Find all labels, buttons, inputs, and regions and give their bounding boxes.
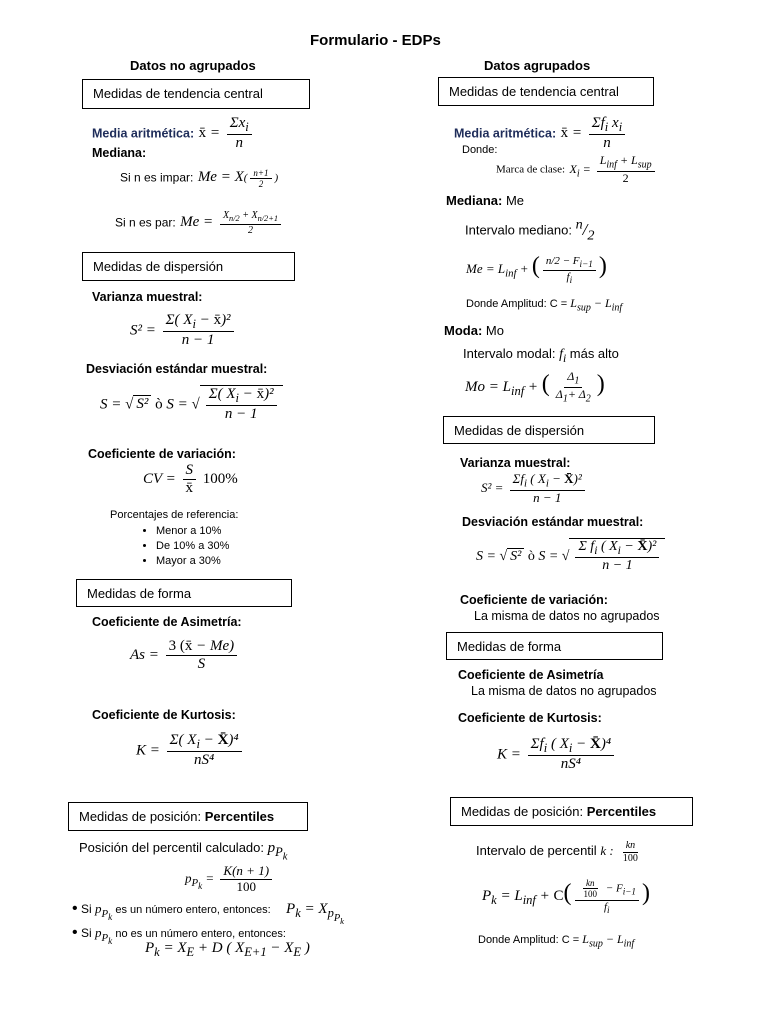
par-text: Si n es par: [115, 215, 176, 230]
left-box-tendencia: Medidas de tendencia central [82, 79, 310, 109]
right-box-tendencia: Medidas de tendencia central [438, 77, 654, 106]
right-mediana-value: Me [505, 193, 525, 208]
left-si2-rest: no es un número entero, entonces: [115, 928, 286, 940]
left-percentil-formula: $P_k = X_E + D$ ( $X_{E+1} - X_E$ ) [145, 940, 310, 959]
left-refs-list [138, 524, 229, 569]
left-porcentajes-label: Porcentajes de referencia: [110, 509, 239, 521]
right-intervalo-mediano: Intervalo mediano: [465, 222, 572, 238]
left-kurtosis-label: Coeficiente de Kurtosis: [92, 708, 236, 722]
right-mas-alto: más alto [569, 346, 619, 361]
right-kurtosis-formula: K = $\frac{\Sigma f_i ( X_i - X̄)^4}{\text{nS⁴}}$ [497, 736, 617, 774]
left-kurtosis-formula: K = $\frac{\Sigma( X_i - X̄)^4}{\text{nS⁴}}$ [136, 732, 245, 770]
right-moda-value: Mo [485, 323, 504, 338]
page-title: Formulario - EDPs [310, 32, 441, 49]
ref-item: • Mayor a 30% [156, 554, 229, 569]
right-posicion-bold: Percentiles [586, 804, 657, 819]
right-marca-text: Marca de clase: [496, 163, 566, 176]
left-media-label: Media aritmética: [92, 126, 195, 141]
left-posicion-bold: Percentiles [204, 809, 275, 824]
right-varianza-formula: S² = $\frac{\Sigma f_i ( X_i - X̄)^2}{n - 1}$ [481, 472, 588, 506]
right-box-dispersion: Medidas de dispersión [443, 416, 655, 444]
ref-item: • Menor a 10% [156, 524, 229, 539]
right-mediana-formula: $Me = L_{inf}$ + ( $\frac{n/2 - F_{i-1}}{f_i}$ ) [466, 253, 607, 285]
right-desviacion-formula: S = √ S² ò S = √ $\frac{\Sigma f_i ( X_i - X̄)^2}{n - 1}$ [476, 538, 665, 574]
left-column-heading: Datos no agrupados [130, 58, 256, 73]
left-si1-row: • Si $p_{P_k}$ es un número entero, entonces: $P_k = X_{p_{P_k}}$ [72, 900, 345, 926]
left-cv-label: Coeficiente de variación: [88, 447, 236, 461]
right-kurtosis-label: Coeficiente de Kurtosis: [458, 711, 602, 725]
left-asimetria-label: Coeficiente de Asimetría: [92, 615, 242, 629]
left-varianza-label: Varianza muestral: [92, 290, 203, 304]
right-moda-formula: $Mo = L_{inf}$ + ( $\frac{\Delta_1}{\Delta_1+ \Delta_2}$ ) [465, 369, 605, 405]
right-o-text: ò [527, 548, 535, 564]
left-o-text: ò [155, 396, 163, 413]
left-cv-formula: CV = $\frac{S}{x̄}$ 100% [143, 462, 238, 497]
impar-text: Si n es impar: [120, 170, 194, 185]
right-amplitud-row: Donde Amplitud: $C = L_{sup} - L_{inf}$ [466, 296, 623, 314]
left-mediana-impar: Si n es impar: Me = X( $\frac{n+1}{2}$ ) [120, 168, 279, 190]
right-desviacion-label: Desviación estándar muestral: [462, 515, 644, 529]
right-asimetria-label: Coeficiente de Asimetría [458, 668, 604, 682]
right-column-heading: Datos agrupados [484, 58, 591, 73]
right-cv-text: La misma de datos no agrupados [474, 609, 660, 623]
right-moda-label: Moda: [444, 323, 483, 338]
left-si2-row: • Si $p_{P_k}$ no es un número entero, entonces: [72, 924, 286, 946]
left-box-posicion [68, 802, 308, 831]
right-asimetria-text: La misma de datos no agrupados [471, 684, 657, 698]
left-asimetria-formula: As = $\frac{3 (x̄ - Me)}{S}$ [130, 638, 240, 674]
right-intervalo-mediano-row: Intervalo mediano: $^n/_2$ [465, 216, 595, 244]
right-intervalo-percentil: Intervalo de percentil [476, 842, 597, 858]
right-media-label: Media aritmética: [454, 126, 557, 141]
left-posicion-row: Posición del percentil calculado: $p_{P_k}$ [79, 840, 288, 863]
right-media-formula: x̄ = $\frac{\Sigma f_i x_i}{n}$ [561, 125, 629, 141]
right-mediana-row [446, 193, 524, 208]
right-box-posicion [450, 797, 693, 826]
right-mediana-label: Mediana: [446, 193, 503, 208]
left-mediana-label: Mediana: [92, 146, 147, 160]
left-mediana-par: Si n es par: Me = $\frac{X_{n/2} + X_{n/2+1}}{2}$ [115, 210, 284, 236]
right-varianza-label: Varianza muestral: [460, 456, 571, 470]
left-varianza-formula: S² = $\frac{\Sigma( X_i - x̄)^2}{n - 1}$ [130, 312, 237, 350]
left-si1: Si [80, 902, 92, 916]
left-box-forma: Medidas de forma [76, 579, 292, 607]
right-amplitud2-text: Donde Amplitud: C = [478, 934, 580, 946]
right-intervalo-modal: Intervalo modal: [463, 346, 556, 361]
right-percentil-formula: $P_k = L_{inf} + C$( $\frac{kn}{100}$ − $F_{i-1}$ $f_i$ ) [482, 878, 651, 915]
left-posicion-formula: $p_{P_k}$ = $\frac{K(n + 1)}{100}$ [185, 864, 275, 895]
right-moda-row [444, 323, 504, 338]
right-box-forma: Medidas de forma [446, 632, 663, 660]
right-amplitud-text: Donde Amplitud: C = [466, 298, 568, 310]
left-si1-rest: es un número entero, entonces: [115, 904, 271, 916]
right-donde-text: Donde: [462, 144, 498, 156]
left-posicion-calc: Posición del percentil calculado: [79, 840, 264, 855]
left-media-formula: x̄ = $\frac{\Sigma x_i}{n}$ [199, 125, 255, 141]
right-intervalo-modal-row: Intervalo modal: $f_i$ más alto [463, 346, 619, 365]
right-cv-label: Coeficiente de variación: [460, 593, 608, 607]
left-posicion-text: Medidas de posición: [79, 809, 202, 824]
left-si2: Si [80, 926, 92, 940]
left-desviacion-formula: S = √ S² ò S = √ $\frac{\Sigma( X_i - x̄)^2}{n - 1}$ [100, 385, 283, 424]
left-box-dispersion: Medidas de dispersión [82, 252, 295, 281]
right-amplitud2-row: Donde Amplitud: $C = L_{sup} - L_{inf}$ [478, 932, 635, 950]
ref-item: • De 10% a 30% [156, 539, 229, 554]
right-marca-row: Marca de clase: $X_i$ = $\frac{L_{inf} + L_{sup}}{2}$ [496, 154, 658, 186]
left-desviacion-label: Desviación estándar muestral: [86, 362, 268, 376]
right-posicion-text: Medidas de posición: [461, 804, 584, 819]
right-intervalo-percentil-row: Intervalo de percentil k : $\frac{kn}{100}$ [476, 840, 638, 864]
